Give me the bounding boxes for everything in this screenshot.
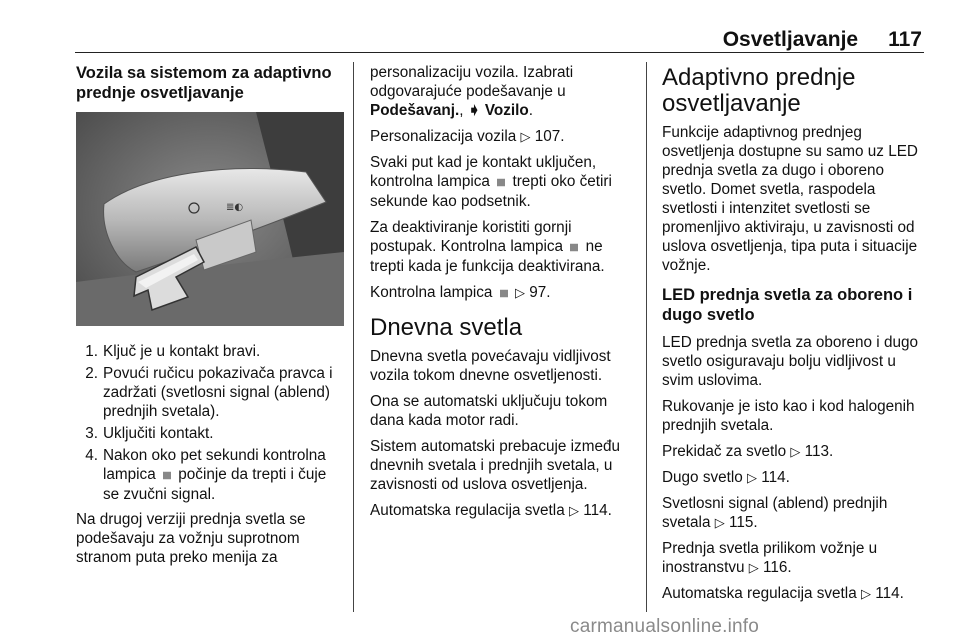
xref-paragraph: Automatska regulacija svetla ▷ 114. (662, 585, 904, 602)
page-link[interactable]: 113. (804, 443, 834, 460)
page-link[interactable]: 97. (529, 284, 551, 301)
xref-paragraph: Prednja svetla prilikom vožnje u inostranstvu ▷ 116. (662, 540, 878, 576)
lamp-icon: ≣ (160, 470, 175, 481)
drl-heading: Dnevna svetla (370, 314, 523, 341)
list-item: 4. Nakon oko pet sekundi kontrolna lampica ≣ počinje da trepti i čuje se zvučni signal. (85, 447, 327, 503)
list-item: 2. Povući ručicu pokazivača pravca i zadržati (svetlosni signal (ablend) prednjih svetala). (85, 365, 333, 420)
list-item: 1. Ključ je u kontakt bravi. (85, 343, 261, 360)
col1-paragraph: Na drugoj verziji prednja svetla se podešavaju za vožnju suprotnom stranom puta preko menija za (76, 511, 306, 566)
ref-arrow-icon: ▷ (747, 470, 758, 485)
lever-photo (76, 112, 344, 326)
lamp-icon: ≣ (494, 177, 509, 188)
page-number: 117 (888, 28, 922, 51)
led-paragraph-2: Rukovanje je isto kao i kod halogenih prednjih svetala. (662, 398, 915, 434)
menu-vehicle: Vozilo (484, 102, 529, 119)
drl-paragraph-1: Dnevna svetla povećavaju vidljivost vozila tokom dnevne osvetljenosti. (370, 348, 611, 384)
xref-paragraph: Prekidač za svetlo ▷ 113. (662, 443, 834, 460)
column-1 (76, 63, 344, 574)
reminder-paragraph: Svaki put kad je kontakt uključen, kontrolna lampica ≣ trepti oko četiri sekunde kao podsetnik. (370, 154, 612, 210)
ref-arrow-icon: ▷ (860, 586, 871, 601)
page-link[interactable]: 114. (875, 585, 904, 602)
led-subheading: LED prednja svetla za oboreno i dugo svetlo (662, 286, 913, 324)
xref-paragraph: Personalizacija vozila ▷ 107. (370, 128, 565, 145)
afl-heading: Adaptivno prednje osvetljavanje (662, 64, 856, 117)
xref-paragraph: Dugo svetlo ▷ 114. (662, 469, 790, 486)
drl-paragraph-3: Sistem automatski prebacuje između dnevnih svetala i prednjih svetala, u zavisnosti od uslova osvetljenja. (370, 438, 620, 493)
xref-paragraph: Svetlosni signal (ablend) prednjih svetala ▷ 115. (662, 495, 888, 531)
list-item: 3. Uključiti kontakt. (85, 425, 214, 442)
page-header (723, 28, 922, 54)
column-3 (662, 63, 930, 610)
afl-paragraph: Funkcije adaptivnog prednjeg osvetljenja dostupne su samo uz LED prednja svetla za dugo i oboreno svetlo. Domet svetla, raspodela svetlosti i intenzitet svetlosti se promenljivo aktiviraju, u zavisnosti od uslova osvetljenja, tipa puta i situacije vožnje. (662, 124, 918, 274)
page-link[interactable]: 115. (728, 514, 758, 531)
menu-arrow-icon: ➧ (467, 102, 481, 119)
section-title: Osvetljavanje (722, 28, 859, 51)
lamp-icon: ≣ (497, 288, 512, 299)
column-divider-2 (646, 62, 647, 612)
page-link[interactable]: 114. (761, 469, 790, 486)
page-link[interactable]: 114. (583, 502, 612, 519)
page-link[interactable]: 116. (762, 559, 792, 576)
column-2 (370, 63, 632, 527)
steps-list (76, 342, 344, 504)
col1-heading: Vozila sa sistemom za adaptivno prednje osvetljavanje (76, 64, 332, 102)
header-divider (75, 52, 924, 53)
svg-text:≣◐: ≣◐ (226, 202, 244, 213)
drl-paragraph-2: Ona se automatski uključuju tokom dana kada motor radi. (370, 393, 608, 429)
ref-arrow-icon: ▷ (520, 129, 531, 144)
xref-paragraph: Kontrolna lampica ≣ ▷ 97. (370, 284, 551, 301)
column-divider-1 (353, 62, 354, 612)
ref-arrow-icon: ▷ (515, 285, 526, 300)
menu-settings: Podešavanj. (370, 102, 460, 119)
lamp-icon: ≣ (567, 242, 582, 253)
ref-arrow-icon: ▷ (714, 515, 725, 530)
ref-arrow-icon: ▷ (568, 503, 579, 518)
page-link[interactable]: 107. (534, 128, 565, 145)
xref-paragraph: Automatska regulacija svetla ▷ 114. (370, 502, 612, 519)
led-paragraph-1: LED prednja svetla za oboreno i dugo svetlo osiguravaju bolju vidljivost u svim uslovima. (662, 334, 918, 389)
personalization-paragraph: personalizaciju vozila. Izabrati odgovarajuće podešavanje u Podešavanj., ➧ Vozilo. (370, 64, 574, 119)
ref-arrow-icon: ▷ (790, 444, 801, 459)
deactivate-paragraph: Za deaktiviranje koristiti gornji postupak. Kontrolna lampica ≣ ne trepti kada je funkcija deaktivirana. (370, 219, 605, 275)
watermark: carmanualsonline.info (570, 616, 760, 637)
ref-arrow-icon: ▷ (748, 560, 759, 575)
